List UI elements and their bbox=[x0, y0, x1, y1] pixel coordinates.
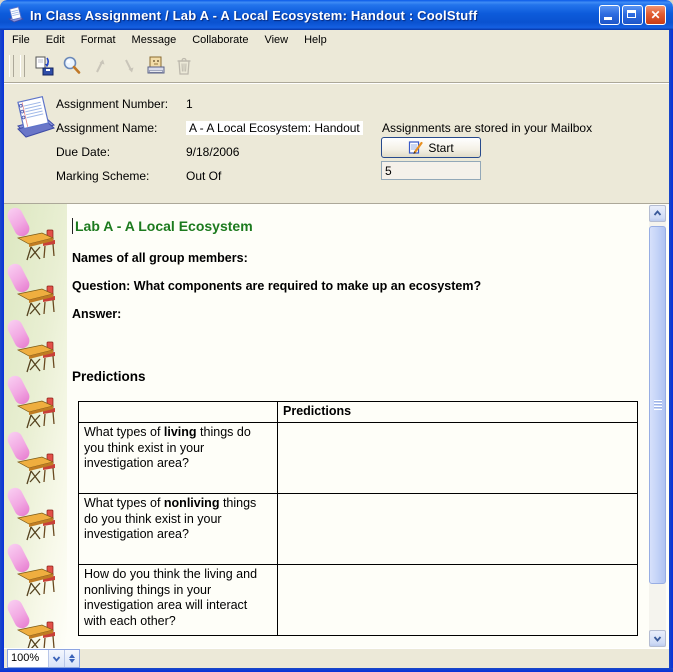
assignment-name-value[interactable]: A - A Local Ecosystem: Handout bbox=[186, 121, 363, 135]
scroll-down-button[interactable] bbox=[649, 630, 666, 647]
start-button[interactable] bbox=[381, 137, 481, 158]
vertical-scrollbar[interactable] bbox=[649, 205, 666, 647]
question-cell bbox=[79, 423, 278, 494]
table-row bbox=[79, 494, 638, 565]
spinner-up-icon bbox=[69, 654, 75, 658]
table-row bbox=[79, 565, 638, 636]
window-border-bottom bbox=[0, 668, 673, 672]
question-cell bbox=[79, 494, 278, 565]
margin-unit bbox=[4, 262, 67, 318]
desk-icon bbox=[17, 563, 59, 598]
scrollbar-thumb[interactable] bbox=[649, 226, 666, 584]
table-header-blank bbox=[79, 402, 278, 423]
question-text: How do you think the living and nonliving things in your investigation area will interact with each other? bbox=[84, 567, 258, 628]
maximize-button[interactable] bbox=[622, 5, 643, 25]
desk-icon bbox=[17, 283, 59, 318]
question-text: things do you think exist in your investigation area? bbox=[84, 425, 251, 471]
window-border-right bbox=[669, 28, 673, 672]
text-cursor bbox=[72, 218, 73, 234]
scrollbar-grip bbox=[654, 400, 662, 410]
marking-scheme-label: Marking Scheme: bbox=[56, 169, 150, 183]
redo-arrow-button bbox=[115, 53, 141, 79]
group-members-line: Names of all group members: bbox=[72, 251, 248, 265]
undo-arrow-icon bbox=[89, 55, 111, 77]
undo-arrow-button bbox=[87, 53, 113, 79]
answer-cell[interactable] bbox=[278, 565, 638, 636]
question-cell bbox=[79, 565, 278, 636]
document-title bbox=[72, 218, 253, 234]
zoom-level-value: 100% bbox=[11, 652, 40, 664]
status-bar bbox=[4, 648, 669, 668]
chevron-down-icon bbox=[52, 654, 61, 663]
question-line: Question: What components are required to make up an ecosystem? bbox=[72, 279, 482, 293]
document-title-text: Lab A - A Local Ecosystem bbox=[75, 218, 253, 234]
decorative-margin-strip bbox=[4, 204, 67, 648]
marking-scheme-value: Out Of bbox=[186, 169, 222, 183]
margin-unit bbox=[4, 486, 67, 542]
close-button[interactable]: ✕ bbox=[645, 5, 666, 25]
start-notepad-icon bbox=[408, 140, 423, 155]
margin-unit bbox=[4, 318, 67, 374]
toolbar-gripper[interactable] bbox=[9, 55, 14, 77]
table-header-predictions: Predictions bbox=[278, 402, 638, 423]
out-of-input[interactable] bbox=[381, 161, 481, 180]
question-bold-word: living bbox=[163, 425, 197, 439]
question-text: What types of bbox=[84, 496, 164, 510]
answer-cell[interactable] bbox=[278, 494, 638, 565]
answer-line: Answer: bbox=[72, 307, 122, 321]
redo-arrow-icon bbox=[117, 55, 139, 77]
menu-format[interactable]: Format bbox=[80, 33, 116, 46]
zoom-dropdown-button[interactable] bbox=[48, 650, 64, 667]
app-notepad-icon bbox=[7, 6, 25, 24]
desk-icon bbox=[17, 227, 59, 262]
predictions-heading: Predictions bbox=[72, 369, 146, 384]
predictions-table bbox=[78, 401, 638, 636]
menu-edit[interactable]: Edit bbox=[45, 33, 65, 46]
question-text: things do you think exist in your investigation area? bbox=[84, 496, 257, 542]
search-button[interactable] bbox=[59, 53, 85, 79]
mailbox-note: Assignments are stored in your Mailbox bbox=[382, 121, 593, 135]
assignment-number-label: Assignment Number: bbox=[56, 97, 169, 111]
print-handout-button[interactable] bbox=[143, 53, 169, 79]
menu-file[interactable]: File bbox=[12, 33, 30, 46]
due-date-label: Due Date: bbox=[56, 145, 111, 159]
desk-icon bbox=[17, 619, 59, 648]
margin-unit bbox=[4, 542, 67, 598]
desk-icon bbox=[17, 395, 59, 430]
due-date-value: 9/18/2006 bbox=[186, 145, 240, 159]
zoom-spinner[interactable] bbox=[64, 650, 79, 667]
zoom-combo[interactable] bbox=[7, 649, 80, 668]
table-row bbox=[79, 423, 638, 494]
document-content[interactable] bbox=[68, 204, 649, 648]
minimize-button[interactable] bbox=[599, 5, 620, 25]
answer-cell[interactable] bbox=[278, 423, 638, 494]
delete-trash-icon bbox=[173, 55, 195, 77]
handout-document[interactable] bbox=[4, 203, 669, 648]
chevron-down-icon bbox=[652, 633, 663, 644]
margin-unit bbox=[4, 598, 67, 648]
save-export-icon bbox=[33, 55, 55, 77]
desk-icon bbox=[17, 507, 59, 542]
assignment-name-label: Assignment Name: bbox=[56, 121, 158, 135]
window-title: In Class Assignment / Lab A - A Local Ecosystem: Handout : CoolStuff bbox=[30, 7, 478, 23]
spinner-down-icon bbox=[69, 659, 75, 663]
menu-message[interactable]: Message bbox=[131, 33, 177, 46]
assignment-form bbox=[4, 84, 669, 203]
menu-view[interactable]: View bbox=[264, 33, 289, 46]
margin-unit bbox=[4, 206, 67, 262]
start-button-label: Start bbox=[428, 140, 454, 155]
save-export-button[interactable] bbox=[31, 53, 57, 79]
toolbar bbox=[4, 49, 669, 82]
chevron-up-icon bbox=[652, 208, 663, 219]
desk-icon bbox=[17, 451, 59, 486]
question-text: What types of bbox=[84, 425, 164, 439]
title-bar[interactable] bbox=[0, 0, 673, 30]
scroll-up-button[interactable] bbox=[649, 205, 666, 222]
delete-trash-button bbox=[171, 53, 197, 79]
margin-unit bbox=[4, 374, 67, 430]
assignment-number-value: 1 bbox=[186, 97, 193, 111]
menu-help[interactable]: Help bbox=[304, 33, 327, 46]
margin-unit bbox=[4, 430, 67, 486]
window-border-left bbox=[0, 28, 4, 672]
menu-bar bbox=[4, 30, 669, 49]
question-bold-word: nonliving bbox=[163, 496, 220, 510]
print-handout-icon bbox=[145, 55, 167, 77]
menu-collaborate[interactable]: Collaborate bbox=[192, 33, 249, 46]
search-icon bbox=[61, 55, 83, 77]
desk-icon bbox=[17, 339, 59, 374]
toolbar-gripper2 bbox=[20, 55, 25, 77]
